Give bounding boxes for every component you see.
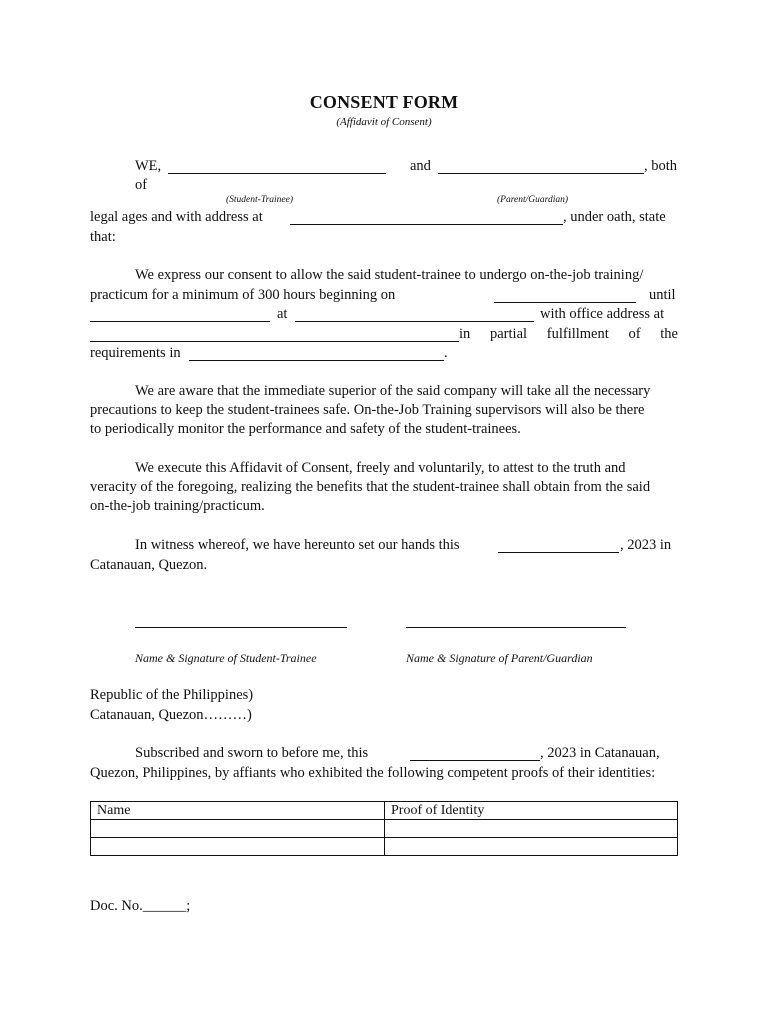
company-blank[interactable] [295, 321, 534, 322]
consent-line-1: We express our consent to allow the said student-trainee to undergo on-the-job training/ [135, 267, 644, 283]
parent-name-blank[interactable] [438, 173, 644, 174]
witness-date-blank[interactable] [498, 552, 619, 553]
until-text: until [649, 287, 676, 303]
both-label: , both [644, 158, 678, 174]
office-address-text: with office address at [540, 306, 665, 322]
sworn-line-2: Quezon, Philippines, by affiants who exhibited the following competent proofs of their identities: [90, 765, 656, 781]
student-trainee-caption: (Student-Trainee) [226, 195, 294, 205]
student-signature-line[interactable] [135, 627, 347, 628]
place-text: Catanauan, Quezon………) [90, 707, 252, 723]
of-label: of [135, 177, 148, 193]
identity-table [90, 801, 678, 856]
execute-line-3: on-the-job training/practicum. [90, 498, 265, 514]
execute-line-2: veracity of the foregoing, realizing the benefits that the student-trainee shall obtain from the said [90, 479, 651, 495]
sworn-year-text: , 2023 in Catanauan, [540, 745, 660, 761]
sworn-text: Subscribed and sworn to before me, this [135, 745, 369, 761]
we-label: WE, [135, 158, 162, 174]
legal-ages-text: legal ages and with address at [90, 209, 263, 225]
proof-cell[interactable] [385, 838, 678, 856]
period-text: . [444, 345, 448, 361]
execute-line-1: We execute this Affidavit of Consent, freely and voluntarily, to attest to the truth and [135, 460, 626, 476]
table-header-row [91, 802, 678, 820]
address-blank[interactable] [290, 224, 563, 225]
proof-cell[interactable] [385, 820, 678, 838]
consent-line-2: practicum for a minimum of 300 hours beginning on [90, 287, 396, 303]
table-row [91, 820, 678, 838]
doc-no-text: Doc. No.______; [90, 898, 191, 914]
witness-place-text: Catanauan, Quezon. [90, 557, 208, 573]
aware-line-2: precautions to keep the student-trainees safe. On-the-Job Training supervisors will also be there [90, 402, 645, 418]
partial-fulfillment-text: in partial fulfillment of the [459, 326, 678, 342]
witness-year-text: , 2023 in [620, 537, 672, 553]
end-date-blank[interactable] [90, 321, 270, 322]
aware-line-1: We are aware that the immediate superior of the said company will take all the necessary [135, 383, 651, 399]
table-row [91, 838, 678, 856]
parent-signature-label: Name & Signature of Parent/Guardian [406, 651, 593, 665]
republic-text: Republic of the Philippines) [90, 687, 254, 703]
page-subtitle: (Affidavit of Consent) [336, 116, 432, 128]
requirements-text: requirements in [90, 345, 181, 361]
page-title: CONSENT FORM [309, 92, 459, 112]
start-date-blank[interactable] [494, 302, 636, 303]
student-signature-label: Name & Signature of Student-Trainee [135, 651, 317, 665]
student-name-blank[interactable] [168, 173, 386, 174]
sworn-date-blank[interactable] [410, 760, 540, 761]
parent-signature-line[interactable] [406, 627, 626, 628]
name-cell[interactable] [91, 820, 385, 838]
course-blank[interactable] [189, 360, 444, 361]
name-cell[interactable] [91, 838, 385, 856]
proof-column-header: Proof of Identity [385, 802, 678, 820]
name-column-header: Name [91, 802, 385, 820]
under-oath-text: , under oath, state [563, 209, 666, 225]
office-address-blank[interactable] [90, 341, 459, 342]
that-text: that: [90, 229, 116, 245]
at-text: at [277, 306, 288, 322]
parent-guardian-caption: (Parent/Guardian) [497, 195, 569, 205]
and-label: and [410, 158, 431, 174]
aware-line-3: to periodically monitor the performance and safety of the student-trainees. [90, 421, 521, 437]
witness-text: In witness whereof, we have hereunto set our hands this [135, 537, 460, 553]
